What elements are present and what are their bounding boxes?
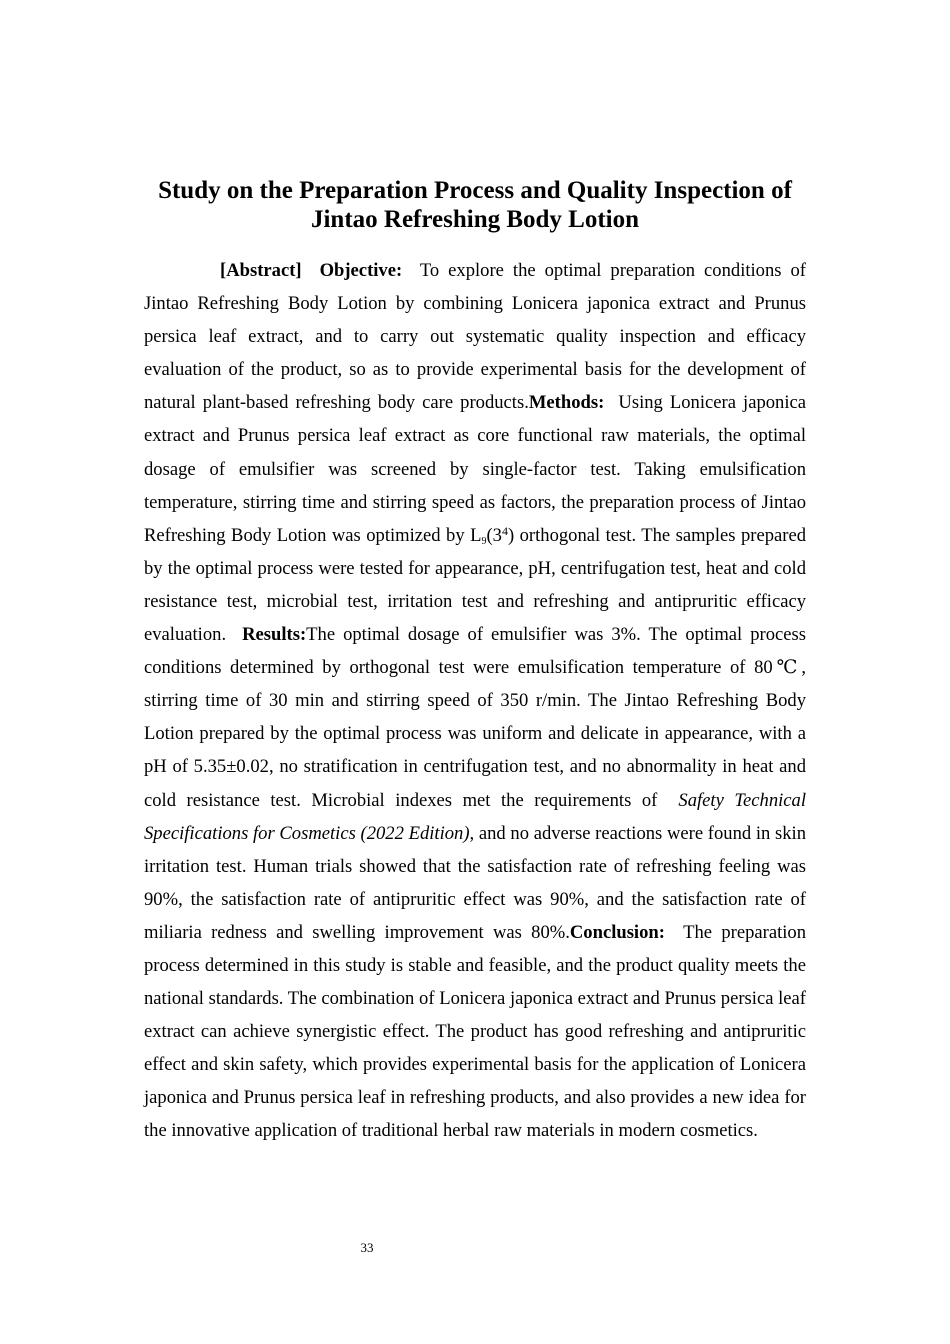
- abstract-tag: [Abstract]: [220, 260, 302, 281]
- objective-text: To explore the optimal preparation conditions of Jintao Refreshing Body Lotion by combining Lonicera japonica extract and Prunus persica leaf extract, and to carry out systematic quality inspection and efficacy evaluation of the product, so as to provide experimental basis for the development of natural plant-based refreshing body care products.: [144, 260, 806, 414]
- methods-text-before: Using Lonicera japonica extract and Prunus persica leaf extract as core functional raw materials, the optimal dosage of emulsifier was screened by single-factor test. Taking emulsification temperature, stirring time and stirring speed as factors, the preparation process of Jintao Refreshing Body Lotion was optimized by L: [144, 392, 807, 546]
- orthogonal-subscript: 9: [481, 535, 487, 547]
- orthogonal-superscript: 4: [501, 523, 508, 538]
- objective-label: Objective:: [319, 260, 403, 281]
- paper-title-line-1: Study on the Preparation Process and Quality Inspection of: [158, 177, 792, 204]
- results-citation: Safety Technical Specifications for Cosmetics (2022 Edition): [144, 789, 807, 844]
- conclusion-text: The preparation process determined in this study is stable and feasible, and the product quality meets the national standards. The combination of Lonicera japonica extract and Prunus persica leaf extract can achieve synergistic effect. The product has good refreshing and antipruritic effect and skin safety, which provides experimental basis for the application of Lonicera japonica and Prunus persica leaf in refreshing products, and also provides a new idea for the innovative application of traditional herbal raw materials in modern cosmetics.: [144, 921, 806, 1142]
- paper-title: [140, 176, 810, 234]
- results-label: Results:: [242, 624, 307, 646]
- conclusion-label: Conclusion:: [569, 921, 665, 943]
- results-text-after: , and no adverse reactions were found in skin irritation test. Human trials showed that the satisfaction rate of refreshing feeling was 90%, the satisfaction rate of antipruritic effect was 90%, and the satisfaction rate of miliaria redness and swelling improvement was 80%.: [144, 822, 806, 943]
- page-number: 33: [360, 1240, 374, 1255]
- methods-label: Methods:: [528, 392, 605, 414]
- paper-title-line-2: Jintao Refreshing Body Lotion: [310, 206, 640, 233]
- results-text-before: The optimal dosage of emulsifier was 3%. The optimal process conditions determined by orthogonal test were emulsification temperature of 80℃, stirring time of 30 min and stirring speed of 350 r/min. The Jintao Refreshing Body Lotion prepared by the optimal process was uniform and delicate in appearance, with a pH of 5.35±0.02, no stratification in centrifugation test, and no abnormality in heat and cold resistance test. Microbial indexes met the requirements of: [144, 624, 807, 811]
- orthogonal-paren-open: (3: [486, 524, 502, 546]
- methods-text-after: ) orthogonal test. The samples prepared by the optimal process were tested for appearance, pH, centrifugation test, heat and cold resistance test, microbial test, irritation test and refreshing and antipruritic efficacy evaluation.: [144, 524, 807, 646]
- abstract-paragraph: [144, 254, 806, 1148]
